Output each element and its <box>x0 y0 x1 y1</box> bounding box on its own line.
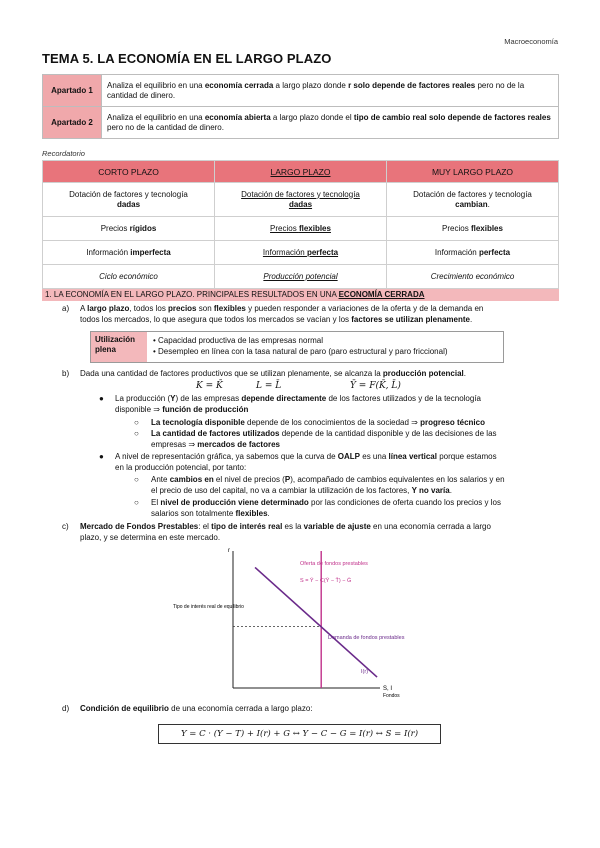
page-header: Macroeconomía <box>504 37 558 46</box>
bullet: ○ <box>134 498 139 507</box>
supply-formula: S = Ȳ − C(Ȳ − T̄) − Ḡ <box>300 578 352 584</box>
table-cell: Dotación de factores y tecnología dadas <box>215 183 387 217</box>
list-marker: a) <box>62 304 70 313</box>
paragraph: La producción (Y) de las empresas depende directamente de los factores utilizados y de la tecnología disponible ⇒ función de producción <box>115 394 481 414</box>
definition-items: • Capacidad productiva de las empresas normal • Desempleo en línea con la tasa natural de paro (paro estructural y paro friccional) <box>153 336 448 356</box>
apartado-label: Apartado 2 <box>43 107 102 139</box>
equilibrium-annotation: Tipo de interés real de equilibrio <box>173 604 244 610</box>
bullet: ● <box>99 452 104 461</box>
table-cell: Información perfecta <box>387 241 559 265</box>
x-axis-label: S, I <box>383 686 393 692</box>
bullet: ○ <box>134 475 139 484</box>
table-header-row <box>43 161 559 183</box>
table-cell: Precios flexibles <box>215 217 387 241</box>
table-row <box>43 183 559 217</box>
paragraph: El nivel de producción viene determinado por las condiciones de oferta cuando los precios y los salarios son totalmente flexibles. <box>151 498 501 518</box>
paragraph: La tecnología disponible depende de los conocimientos de la sociedad ⇒ progreso técnico <box>151 418 485 427</box>
paragraph: Condición de equilibrio de una economía cerrada a largo plazo: <box>80 704 313 713</box>
column-header: LARGO PLAZO <box>215 161 387 183</box>
table-row <box>43 265 559 289</box>
equilibrium-equation: Y = C · (Y − T) + I(r) + G ↔ Y − C − G = I(r) ↔ S = I(r) <box>158 724 441 744</box>
apartado-text: Analiza el equilibrio en una economía abierta a largo plazo donde el tipo de cambio real solo depende de factores reales pero no de la cantidad de dinero. <box>102 107 559 139</box>
bullet: ○ <box>134 418 139 427</box>
table-cell: Crecimiento económico <box>387 265 559 289</box>
paragraph: A largo plazo, todos los precios son flexibles y pueden responder a variaciones de la oferta y de la demanda en todos los mercados, lo que asegura que todos los mercados se vacían y los factores se utilizan plenamente. <box>80 304 484 324</box>
y-axis-label: r <box>228 548 230 554</box>
equation: L = L̄ <box>256 381 282 391</box>
comparison-table <box>42 160 559 289</box>
definition-label: Utilización plena <box>91 332 147 362</box>
supply-label: Oferta de fondos prestables <box>300 561 368 567</box>
column-header: CORTO PLAZO <box>43 161 215 183</box>
axes <box>233 551 380 688</box>
loanable-funds-chart <box>170 543 415 703</box>
bullet: ● <box>99 394 104 403</box>
paragraph: La cantidad de factores utilizados depende de la cantidad disponible y de las decisiones de las empresas ⇒ mercados de factores <box>151 429 497 449</box>
list-marker: c) <box>62 522 69 531</box>
demand-formula: I(r) <box>361 669 369 675</box>
demand-label: Demanda de fondos prestables <box>328 635 405 641</box>
table-cell: Precios rígidos <box>43 217 215 241</box>
section-heading: 1. LA ECONOMÍA EN EL LARGO PLAZO. PRINCIPALES RESULTADOS EN UNA ECONOMÍA CERRADA <box>42 289 559 301</box>
apartados-table <box>42 74 559 139</box>
list-marker: d) <box>62 704 70 713</box>
bullet: ○ <box>134 429 139 438</box>
table-row <box>43 107 559 139</box>
table-cell: Producción potencial <box>215 265 387 289</box>
list-marker: b) <box>62 369 70 378</box>
paragraph: Dada una cantidad de factores productivos que se utilizan plenamente, se alcanza la producción potencial. <box>80 369 466 378</box>
page-title: TEMA 5. LA ECONOMÍA EN EL LARGO PLAZO <box>42 51 332 66</box>
table-cell: Dotación de factores y tecnología cambian. <box>387 183 559 217</box>
table-cell: Dotación de factores y tecnología dadas <box>43 183 215 217</box>
apartado-label: Apartado 1 <box>43 75 102 107</box>
paragraph: Mercado de Fondos Prestables: el tipo de interés real es la variable de ajuste en una economía cerrada a largo plazo, y se determina en este mercado. <box>80 522 491 542</box>
paragraph: Ante cambios en el nivel de precios (P), acompañado de cambios equivalentes en los salarios y en el precio de uso del capital, no va a cambiar la utilización de los factores, Y no varía. <box>151 475 505 495</box>
table-row <box>43 75 559 107</box>
table-cell: Ciclo económico <box>43 265 215 289</box>
apartado-text: Analiza el equilibrio en una economía cerrada a largo plazo donde r solo depende de factores reales pero no de la cantidad de dinero. <box>102 75 559 107</box>
equation: Ȳ = F(K̄, L̄) <box>350 381 401 391</box>
definition-box <box>90 331 504 363</box>
table-cell: Precios flexibles <box>387 217 559 241</box>
column-header: MUY LARGO PLAZO <box>387 161 559 183</box>
table-cell: Información perfecta <box>215 241 387 265</box>
x-axis-sublabel: Fondos <box>383 693 400 699</box>
equation: K = K̄ <box>196 381 223 391</box>
paragraph: A nivel de representación gráfica, ya sabemos que la curva de OALP es una línea vertical porque estamos en la producción potencial, por tanto: <box>115 452 497 472</box>
recordatorio-label: Recordatorio <box>42 149 85 158</box>
table-cell: Información imperfecta <box>43 241 215 265</box>
table-row <box>43 217 559 241</box>
table-row <box>43 241 559 265</box>
